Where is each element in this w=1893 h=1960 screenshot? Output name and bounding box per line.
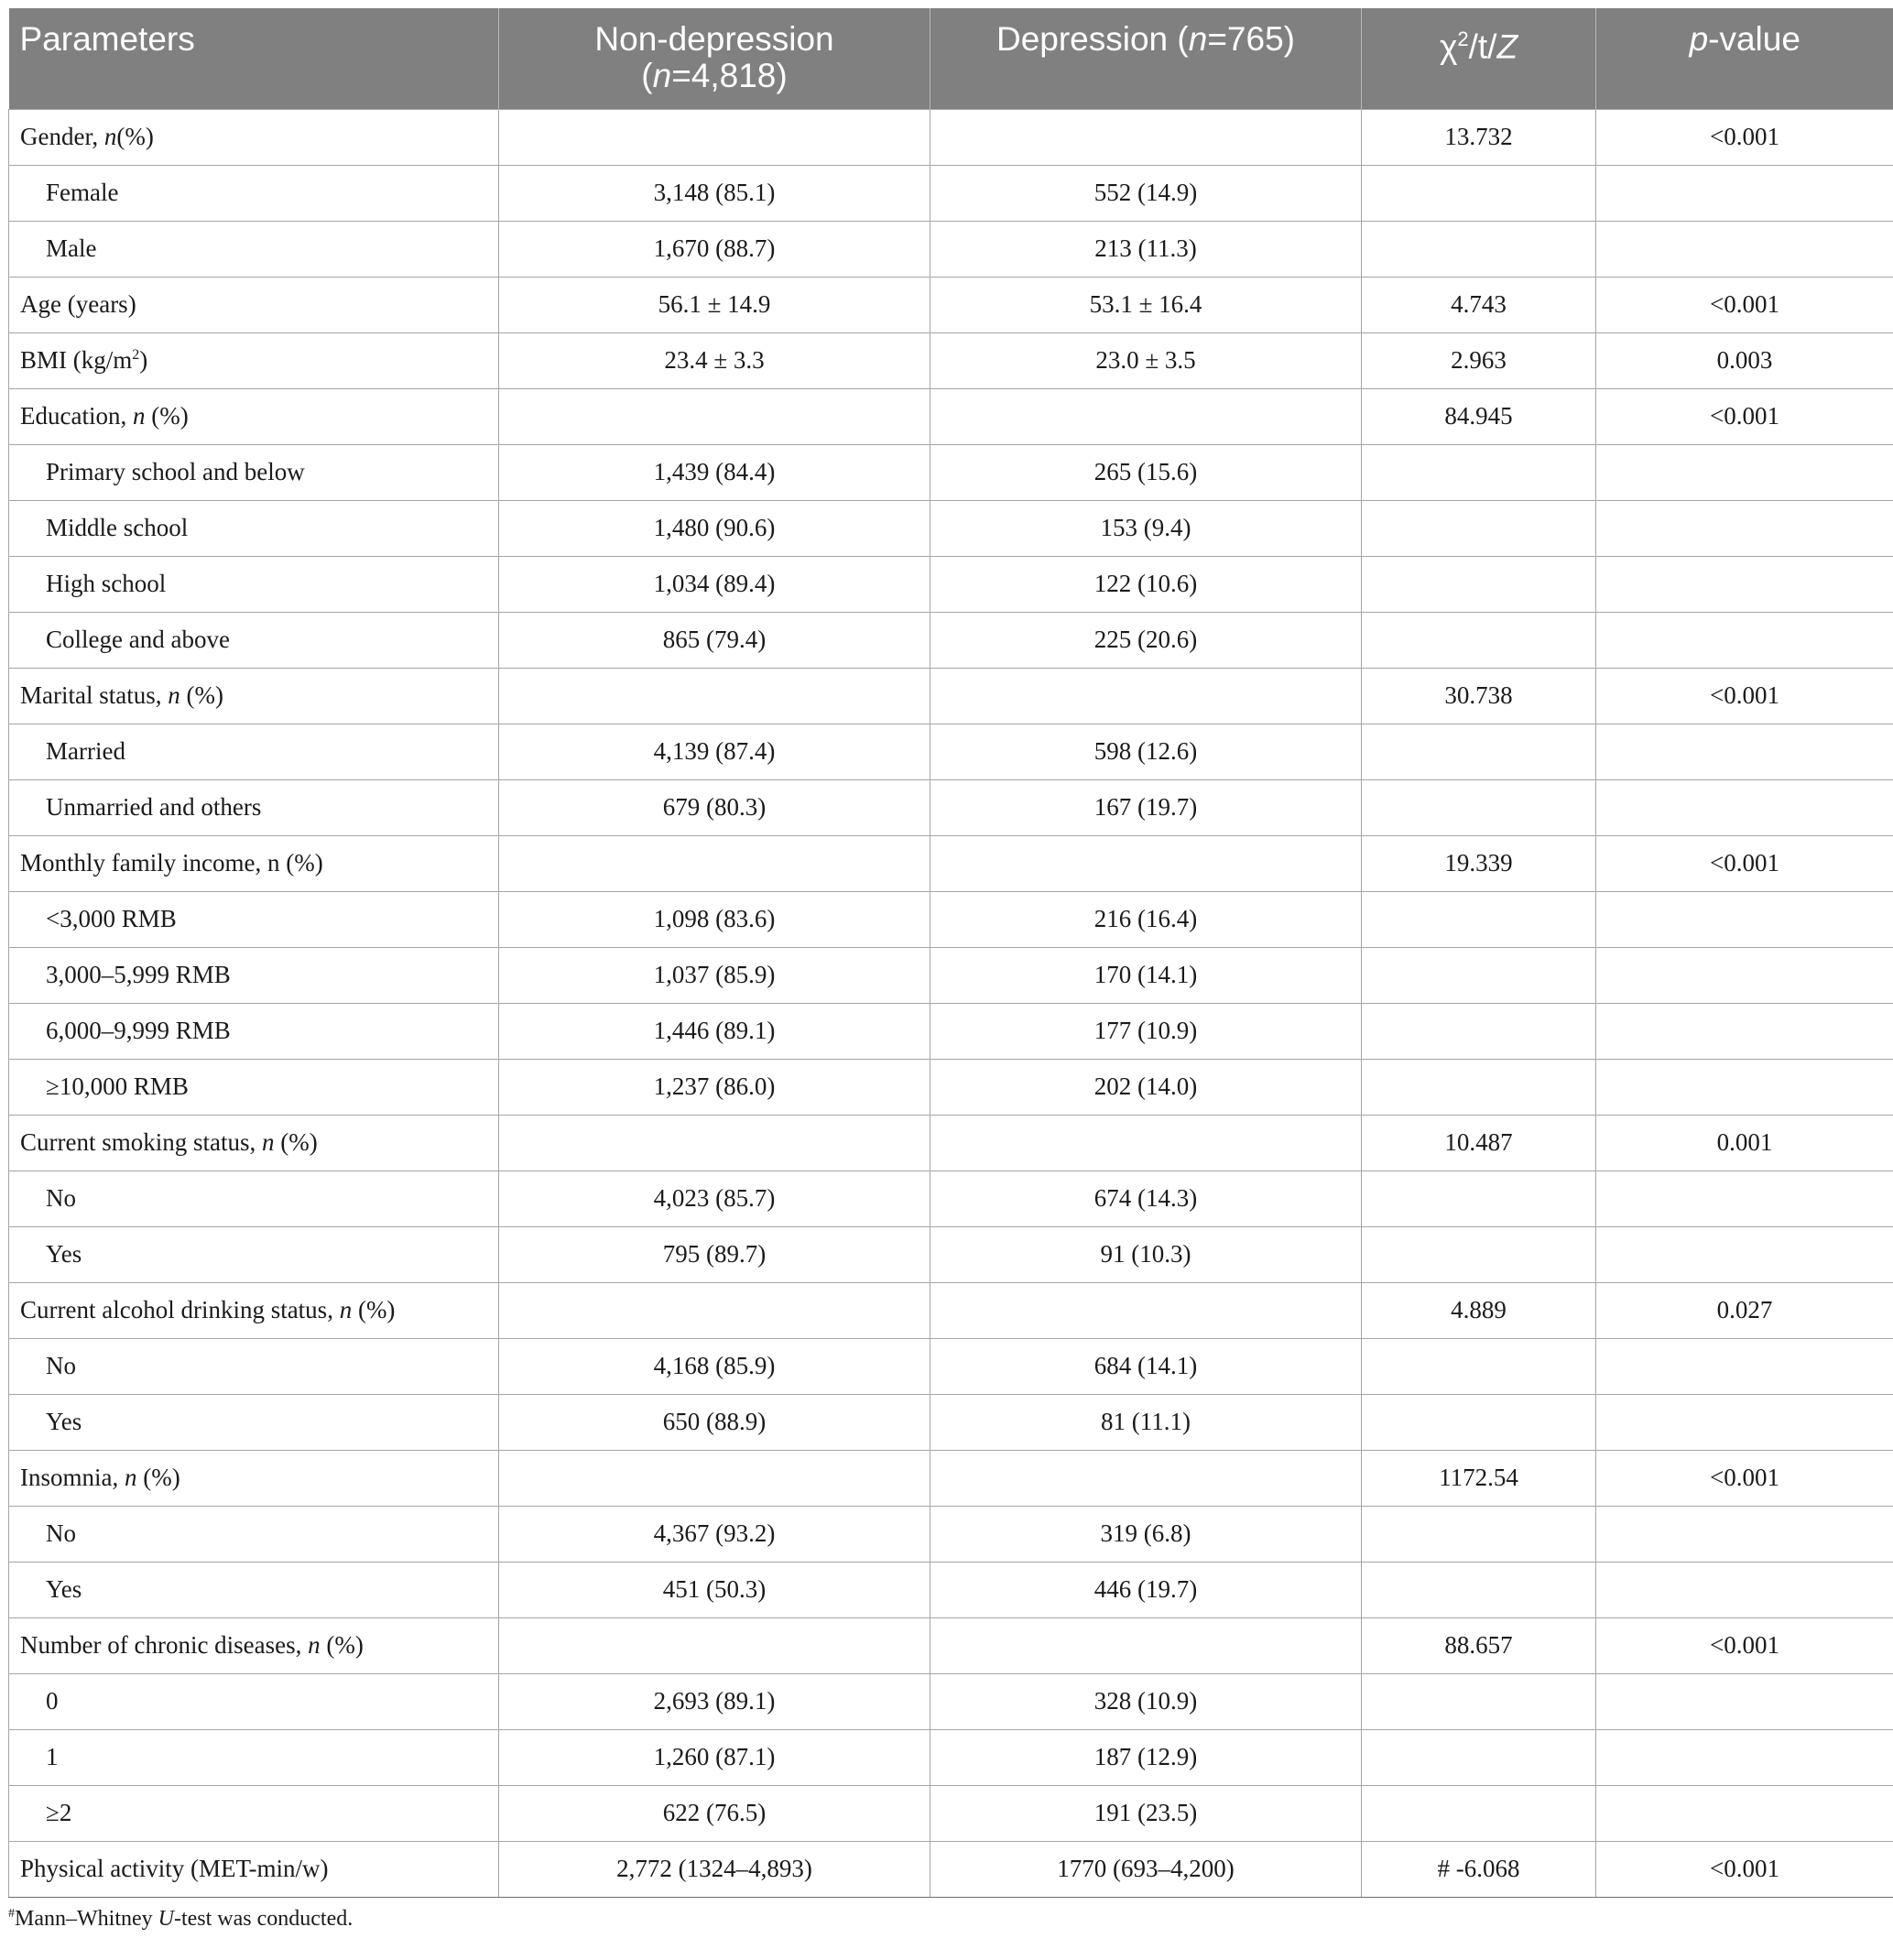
table-row [9, 1171, 1893, 1226]
cell-c4 [1362, 779, 1596, 835]
cell-c5 [1596, 556, 1893, 612]
cell-c5 [1596, 444, 1893, 500]
cell-c2 [499, 835, 930, 891]
table-row [9, 556, 1893, 612]
table-row [9, 1338, 1893, 1394]
cell-c5: <0.001 [1596, 277, 1893, 332]
cell-c2 [499, 1617, 930, 1673]
row-label: Insomnia, n (%) [9, 1450, 499, 1506]
cell-c3 [930, 835, 1362, 891]
cell-c3: 91 (10.3) [930, 1226, 1362, 1282]
cell-c3: 598 (12.6) [930, 724, 1362, 779]
cell-c3 [930, 388, 1362, 444]
cell-c5 [1596, 500, 1893, 556]
table-row [9, 1003, 1893, 1059]
row-label: Age (years) [9, 277, 499, 332]
cell-c3: 170 (14.1) [930, 947, 1362, 1003]
cell-c4: # -6.068 [1362, 1841, 1596, 1897]
row-label: ≥10,000 RMB [9, 1059, 499, 1115]
row-label: Marital status, n (%) [9, 668, 499, 724]
cell-c5: 0.001 [1596, 1115, 1893, 1171]
table-row [9, 1785, 1893, 1841]
cell-c5 [1596, 779, 1893, 835]
cell-c3: 213 (11.3) [930, 221, 1362, 277]
cell-c4 [1362, 1562, 1596, 1617]
table-row [9, 1394, 1893, 1450]
header-p-value: p-value [1596, 8, 1893, 109]
table-row [9, 1562, 1893, 1617]
row-label: Male [9, 221, 499, 277]
cell-c3 [930, 1450, 1362, 1506]
table-row [9, 779, 1893, 835]
cell-c2: 865 (79.4) [499, 612, 930, 668]
row-label: Physical activity (MET-min/w) [9, 1841, 499, 1897]
cell-c5: <0.001 [1596, 388, 1893, 444]
row-label: Yes [9, 1394, 499, 1450]
table-body [9, 109, 1893, 1897]
cell-c2 [499, 1282, 930, 1338]
cell-c2: 3,148 (85.1) [499, 165, 930, 221]
header-row [9, 8, 1893, 109]
table-row [9, 109, 1893, 165]
table-footnote: #Mann–Whitney U-test was conducted. [8, 1906, 354, 1931]
cell-c3 [930, 1617, 1362, 1673]
cell-c4 [1362, 165, 1596, 221]
cell-c3: 265 (15.6) [930, 444, 1362, 500]
row-label: No [9, 1506, 499, 1562]
cell-c3: 53.1 ± 16.4 [930, 277, 1362, 332]
cell-c2: 1,260 (87.1) [499, 1729, 930, 1785]
cell-c4: 13.732 [1362, 109, 1596, 165]
cell-c2 [499, 388, 930, 444]
cell-c5: 0.003 [1596, 332, 1893, 388]
table-row [9, 500, 1893, 556]
cell-c3: 167 (19.7) [930, 779, 1362, 835]
cell-c5 [1596, 1506, 1893, 1562]
cell-c5 [1596, 1059, 1893, 1115]
table-header [9, 8, 1893, 109]
cell-c2: 795 (89.7) [499, 1226, 930, 1282]
header-test-statistic: $\chi^2/t/Z$ [1362, 8, 1596, 109]
cell-c2: 1,034 (89.4) [499, 556, 930, 612]
cell-c3: 191 (23.5) [930, 1785, 1362, 1841]
cell-c4: 2.963 [1362, 332, 1596, 388]
table-row [9, 444, 1893, 500]
cell-c4 [1362, 221, 1596, 277]
cell-c4: 88.657 [1362, 1617, 1596, 1673]
row-label: Yes [9, 1562, 499, 1617]
cell-c4 [1362, 500, 1596, 556]
table-row [9, 1673, 1893, 1729]
table-row [9, 165, 1893, 221]
cell-c5: 0.027 [1596, 1282, 1893, 1338]
row-label: ≥2 [9, 1785, 499, 1841]
cell-c3 [930, 1282, 1362, 1338]
cell-c2: 4,367 (93.2) [499, 1506, 930, 1562]
table-row [9, 1115, 1893, 1171]
cell-c3: 225 (20.6) [930, 612, 1362, 668]
cell-c2: 2,772 (1324–4,893) [499, 1841, 930, 1897]
table-row [9, 1617, 1893, 1673]
cell-c3: 81 (11.1) [930, 1394, 1362, 1450]
table-container [8, 8, 1893, 1932]
table-row [9, 1059, 1893, 1115]
cell-c2: 4,168 (85.9) [499, 1338, 930, 1394]
table-row [9, 1729, 1893, 1785]
cell-c5 [1596, 1338, 1893, 1394]
row-label: <3,000 RMB [9, 891, 499, 947]
header-non-depression: Non-depression (n=4,818) [499, 8, 930, 109]
row-label: Current alcohol drinking status, n (%) [9, 1282, 499, 1338]
row-label: Married [9, 724, 499, 779]
row-label: 0 [9, 1673, 499, 1729]
table-row [9, 221, 1893, 277]
cell-c4 [1362, 947, 1596, 1003]
row-label: Yes [9, 1226, 499, 1282]
cell-c5 [1596, 612, 1893, 668]
table-row [9, 1282, 1893, 1338]
cell-c2: 451 (50.3) [499, 1562, 930, 1617]
cell-c3: 319 (6.8) [930, 1506, 1362, 1562]
cell-c4 [1362, 556, 1596, 612]
cell-c2: 1,480 (90.6) [499, 500, 930, 556]
row-label: College and above [9, 612, 499, 668]
cell-c2: 1,037 (85.9) [499, 947, 930, 1003]
cell-c2 [499, 668, 930, 724]
cell-c5 [1596, 1171, 1893, 1226]
cell-c4 [1362, 1729, 1596, 1785]
cell-c5: <0.001 [1596, 109, 1893, 165]
cell-c3 [930, 109, 1362, 165]
row-label: High school [9, 556, 499, 612]
row-label: BMI $(kg/m^2)$ [9, 332, 499, 388]
cell-c4: 4.889 [1362, 1282, 1596, 1338]
cell-c3 [930, 1115, 1362, 1171]
table-row [9, 388, 1893, 444]
row-label: 1 [9, 1729, 499, 1785]
cell-c2: 650 (88.9) [499, 1394, 930, 1450]
row-label: Gender, n(%) [9, 109, 499, 165]
cell-c2: 4,023 (85.7) [499, 1171, 930, 1226]
table-row [9, 947, 1893, 1003]
cell-c4: 84.945 [1362, 388, 1596, 444]
cell-c2: 56.1 ± 14.9 [499, 277, 930, 332]
row-label: Number of chronic diseases, n (%) [9, 1617, 499, 1673]
cell-c5 [1596, 947, 1893, 1003]
cell-c5 [1596, 1394, 1893, 1450]
cell-c4 [1362, 724, 1596, 779]
row-label: 3,000–5,999 RMB [9, 947, 499, 1003]
cell-c4: 19.339 [1362, 835, 1596, 891]
cell-c4 [1362, 1394, 1596, 1450]
cell-c3: 1770 (693–4,200) [930, 1841, 1362, 1897]
row-label: Current smoking status, n (%) [9, 1115, 499, 1171]
cell-c4: 30.738 [1362, 668, 1596, 724]
cell-c2: 4,139 (87.4) [499, 724, 930, 779]
cell-c5 [1596, 165, 1893, 221]
row-label: Female [9, 165, 499, 221]
cell-c5: <0.001 [1596, 1617, 1893, 1673]
cell-c5: <0.001 [1596, 1450, 1893, 1506]
table-row [9, 1506, 1893, 1562]
cell-c5 [1596, 724, 1893, 779]
cell-c2: 1,446 (89.1) [499, 1003, 930, 1059]
cell-c4 [1362, 1338, 1596, 1394]
cell-c5: <0.001 [1596, 1841, 1893, 1897]
cell-c5 [1596, 891, 1893, 947]
cell-c3: 187 (12.9) [930, 1729, 1362, 1785]
row-label: 6,000–9,999 RMB [9, 1003, 499, 1059]
row-label: Middle school [9, 500, 499, 556]
row-label: Unmarried and others [9, 779, 499, 835]
characteristics-table [8, 8, 1893, 1898]
cell-c2: 679 (80.3) [499, 779, 930, 835]
table-row [9, 612, 1893, 668]
cell-c3: 552 (14.9) [930, 165, 1362, 221]
cell-c4 [1362, 1506, 1596, 1562]
cell-c5: <0.001 [1596, 668, 1893, 724]
cell-c2: 1,098 (83.6) [499, 891, 930, 947]
cell-c5 [1596, 1003, 1893, 1059]
cell-c2: 23.4 ± 3.3 [499, 332, 930, 388]
cell-c3 [930, 668, 1362, 724]
header-depression: Depression (n=765) [930, 8, 1362, 109]
cell-c4 [1362, 1059, 1596, 1115]
cell-c2: 622 (76.5) [499, 1785, 930, 1841]
row-label: Primary school and below [9, 444, 499, 500]
cell-c4 [1362, 444, 1596, 500]
cell-c3: 153 (9.4) [930, 500, 1362, 556]
table-row [9, 835, 1893, 891]
cell-c4 [1362, 1785, 1596, 1841]
table-row [9, 891, 1893, 947]
cell-c3: 684 (14.1) [930, 1338, 1362, 1394]
header-parameters: Parameters [9, 8, 499, 109]
row-label: No [9, 1338, 499, 1394]
cell-c3: 328 (10.9) [930, 1673, 1362, 1729]
cell-c3: 177 (10.9) [930, 1003, 1362, 1059]
cell-c2: 2,693 (89.1) [499, 1673, 930, 1729]
table-row [9, 1450, 1893, 1506]
cell-c4 [1362, 1673, 1596, 1729]
cell-c5 [1596, 1673, 1893, 1729]
cell-c5 [1596, 1729, 1893, 1785]
cell-c2: 1,237 (86.0) [499, 1059, 930, 1115]
cell-c4 [1362, 1226, 1596, 1282]
table-row [9, 1841, 1893, 1897]
cell-c4: 1172.54 [1362, 1450, 1596, 1506]
cell-c4 [1362, 612, 1596, 668]
cell-c2: 1,670 (88.7) [499, 221, 930, 277]
cell-c5 [1596, 221, 1893, 277]
table-row [9, 724, 1893, 779]
cell-c5: <0.001 [1596, 835, 1893, 891]
cell-c5 [1596, 1785, 1893, 1841]
cell-c2 [499, 1115, 930, 1171]
row-label: No [9, 1171, 499, 1226]
cell-c3: 446 (19.7) [930, 1562, 1362, 1617]
row-label: Education, n (%) [9, 388, 499, 444]
cell-c4: 10.487 [1362, 1115, 1596, 1171]
cell-c4 [1362, 891, 1596, 947]
cell-c5 [1596, 1562, 1893, 1617]
cell-c3: 674 (14.3) [930, 1171, 1362, 1226]
cell-c4 [1362, 1171, 1596, 1226]
table-row [9, 668, 1893, 724]
cell-c3: 23.0 ± 3.5 [930, 332, 1362, 388]
cell-c4: 4.743 [1362, 277, 1596, 332]
table-row [9, 277, 1893, 332]
row-label: Monthly family income, n (%) [9, 835, 499, 891]
cell-c3: 122 (10.6) [930, 556, 1362, 612]
table-row [9, 332, 1893, 388]
cell-c3: 216 (16.4) [930, 891, 1362, 947]
cell-c2 [499, 109, 930, 165]
table-row [9, 1226, 1893, 1282]
cell-c5 [1596, 1226, 1893, 1282]
cell-c2: 1,439 (84.4) [499, 444, 930, 500]
cell-c4 [1362, 1003, 1596, 1059]
cell-c2 [499, 1450, 930, 1506]
cell-c3: 202 (14.0) [930, 1059, 1362, 1115]
